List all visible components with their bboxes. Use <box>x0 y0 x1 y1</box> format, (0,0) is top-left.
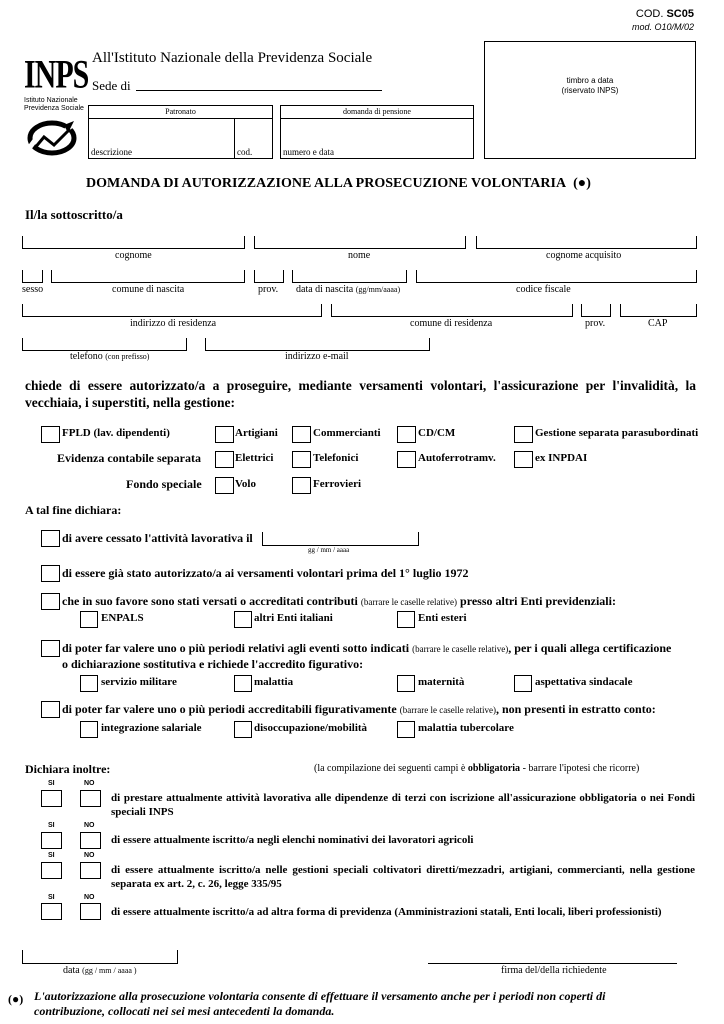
email-label: indirizzo e-mail <box>285 351 349 362</box>
accreditabili-checkbox[interactable] <box>41 701 60 718</box>
q2-no-checkbox[interactable] <box>80 832 101 849</box>
sede-field[interactable] <box>136 78 382 91</box>
request-text: chiede di essere autorizzato/a a proseguire, mediante versamenti volontari, l'assicurazione per l'invalidità, la vecchiaia, i superstiti, nella gestione: <box>25 378 696 410</box>
cessato-label: di avere cessato l'attività lavorativa il <box>62 531 253 545</box>
codice-fiscale-label: codice fiscale <box>516 284 571 295</box>
q1-si-label: SI <box>48 780 55 787</box>
parasub-label: Gestione separata parasubordinati <box>535 427 699 439</box>
q4-si-checkbox[interactable] <box>41 903 62 920</box>
tubercolare-checkbox[interactable] <box>397 721 415 738</box>
ferrovieri-checkbox[interactable] <box>292 477 311 494</box>
data-label: data (gg / mm / aaaa ) <box>63 965 137 976</box>
integrazione-label: integrazione salariale <box>101 722 202 734</box>
volo-label: Volo <box>235 478 256 490</box>
comune-nascita-field[interactable] <box>51 270 245 283</box>
parasub-checkbox[interactable] <box>514 426 533 443</box>
q3-no-label: NO <box>84 852 95 859</box>
cognome-label: cognome <box>115 250 152 261</box>
domanda-pensione-box: domanda di pensione numero e data <box>280 105 474 159</box>
elettrici-label: Elettrici <box>235 452 274 464</box>
q4-text: di essere attualmente iscritto/a ad altra forma di previdenza (Amministrazioni statali, Enti locali, liberi professionisti) <box>111 906 662 918</box>
form-model-code: mod. O10/M/02 <box>631 22 694 32</box>
versati-checkbox[interactable] <box>41 593 60 610</box>
fondo-speciale-label: Fondo speciale <box>126 477 202 491</box>
cognome-acquisito-label: cognome acquisito <box>546 250 622 261</box>
malattia-label: malattia <box>254 676 294 688</box>
inoltre-heading: Dichiara inoltre: <box>25 762 111 776</box>
autoferro-checkbox[interactable] <box>397 451 416 468</box>
telefonici-label: Telefonici <box>313 452 359 464</box>
periodi-label: di poter far valere uno o più periodi relativi agli eventi sotto indicati (barrare le caselle relative), per i quali allega certificazione <box>62 641 672 655</box>
firma-label: firma del/della richiedente <box>501 965 607 976</box>
tubercolare-label: malattia tubercolare <box>418 722 514 734</box>
disoccupazione-label: disoccupazione/mobilità <box>254 722 368 734</box>
cap-label: CAP <box>648 318 668 329</box>
telefonici-checkbox[interactable] <box>292 451 311 468</box>
prov-residenza-label: prov. <box>585 318 606 329</box>
enti-esteri-checkbox[interactable] <box>397 611 415 628</box>
integrazione-checkbox[interactable] <box>80 721 98 738</box>
numero-data-label: numero e data <box>283 147 334 157</box>
servizio-militare-checkbox[interactable] <box>80 675 98 692</box>
q4-no-checkbox[interactable] <box>80 903 101 920</box>
gia-autorizzato-label: di essere già stato autorizzato/a ai versamenti volontari prima del 1° luglio 1972 <box>62 566 469 580</box>
maternita-label: maternità <box>418 676 465 688</box>
nome-field[interactable] <box>254 236 466 249</box>
evidenza-label: Evidenza contabile separata <box>57 451 201 465</box>
cdcm-checkbox[interactable] <box>397 426 416 443</box>
disoccupazione-checkbox[interactable] <box>234 721 252 738</box>
periodi-label-2: o dichiarazione sostitutiva e richiede l'accredito figurativo: <box>62 657 364 671</box>
form-code: COD. SC05 <box>635 8 694 20</box>
altri-enti-label: altri Enti italiani <box>254 612 333 624</box>
accreditabili-label: di poter far valere uno o più periodi accreditabili figurativamente (barrare le caselle relative), non presenti in estratto conto: <box>62 702 656 716</box>
exinpdai-checkbox[interactable] <box>514 451 533 468</box>
q2-si-checkbox[interactable] <box>41 832 62 849</box>
comune-residenza-label: comune di residenza <box>410 318 493 329</box>
q3-no-checkbox[interactable] <box>80 862 101 879</box>
data-nascita-label: data di nascita (gg/mm/aaaa) <box>296 284 401 295</box>
enti-esteri-label: Enti esteri <box>418 612 467 624</box>
prov-nascita-field[interactable] <box>254 270 284 283</box>
q3-si-checkbox[interactable] <box>41 862 62 879</box>
stamp-box: timbro a data (riservato INPS) <box>484 41 696 159</box>
telefono-label: telefono (con prefisso) <box>70 351 150 362</box>
malattia-checkbox[interactable] <box>234 675 252 692</box>
volo-checkbox[interactable] <box>215 477 234 494</box>
cognome-acquisito-field[interactable] <box>476 236 697 249</box>
footer-note: L'autorizzazione alla prosecuzione volontaria consente di effettuare il versamento anche per i periodi non coperti di contribuzione, collocati nei sei mesi antecedenti la domanda. <box>34 989 606 1018</box>
cdcm-label: CD/CM <box>418 427 456 439</box>
footer-note-mark: (●) <box>8 992 24 1006</box>
sede-label: Sede di <box>92 78 131 93</box>
q1-no-checkbox[interactable] <box>80 790 101 807</box>
enpals-checkbox[interactable] <box>80 611 98 628</box>
ferrovieri-label: Ferrovieri <box>313 478 362 490</box>
q2-text: di essere attualmente iscritto/a negli elenchi nominativi dei lavoratori agricoli <box>111 834 474 846</box>
commercianti-label: Commercianti <box>313 427 381 439</box>
aspettativa-checkbox[interactable] <box>514 675 532 692</box>
cod-label: cod. <box>237 147 253 157</box>
altri-enti-checkbox[interactable] <box>234 611 252 628</box>
nome-label: nome <box>348 250 371 261</box>
fpld-label: FPLD (lav. dipendenti) <box>62 427 170 439</box>
versati-label: che in suo favore sono stati versati o accreditati contributi (barrare le caselle relative) presso altri Enti previdenziali: <box>62 594 616 608</box>
applicant-heading: Il/la sottoscritto/a <box>25 207 123 222</box>
enpals-label: ENPALS <box>101 612 144 624</box>
dichiara-heading: A tal fine dichiara: <box>25 503 122 517</box>
addressee: All'Istituto Nazionale della Previdenza Sociale <box>92 50 373 66</box>
firma-field[interactable] <box>428 950 677 964</box>
indirizzo-label: indirizzo di residenza <box>130 318 217 329</box>
q2-no-label: NO <box>84 822 95 829</box>
commercianti-checkbox[interactable] <box>292 426 311 443</box>
fpld-checkbox[interactable] <box>41 426 60 443</box>
aspettativa-label: aspettativa sindacale <box>535 676 633 688</box>
inoltre-note: (la compilazione dei seguenti campi è obbligatoria - barrare l'ipotesi che ricorre) <box>314 763 640 774</box>
data-nascita-field[interactable] <box>292 270 407 283</box>
maternita-checkbox[interactable] <box>397 675 415 692</box>
prov-nascita-label: prov. <box>258 284 279 295</box>
q1-no-label: NO <box>84 780 95 787</box>
periodi-checkbox[interactable] <box>41 640 60 657</box>
prov-residenza-field[interactable] <box>581 304 611 317</box>
q4-no-label: NO <box>84 894 95 901</box>
q2-si-label: SI <box>48 822 55 829</box>
q3-text: di essere attualmente iscritto/a nelle gestioni speciali coltivatori diretti/mezzadri, artigiani, commercianti, nella gestione separata ex art. 2, c. 26, legge 335/95 <box>111 864 695 890</box>
q1-text: di prestare attualmente attività lavorativa alle dipendenze di terzi con iscrizione all'assicurazione obbligatoria o nei Fondi speciali INPS <box>111 792 695 818</box>
sesso-label: sesso <box>22 284 44 295</box>
codice-fiscale-field[interactable] <box>416 270 697 283</box>
gia-autorizzato-checkbox[interactable] <box>41 565 60 582</box>
cessato-date-field[interactable] <box>262 532 419 546</box>
indirizzo-field[interactable] <box>22 304 322 317</box>
inps-emblem-icon <box>24 117 80 159</box>
descrizione-label: descrizione <box>91 147 132 157</box>
sesso-field[interactable] <box>22 270 43 283</box>
patronato-box: Patronato descrizione cod. <box>88 105 273 159</box>
email-field[interactable] <box>205 338 430 351</box>
q4-si-label: SI <box>48 894 55 901</box>
inps-logo: INPS Istituto Nazionale Previdenza Sociale <box>24 55 84 164</box>
artigiani-checkbox[interactable] <box>215 426 234 443</box>
form-title: DOMANDA DI AUTORIZZAZIONE ALLA PROSECUZIONE VOLONTARIA (●) <box>86 176 591 191</box>
autoferro-label: Autoferrotramv. <box>418 452 496 464</box>
artigiani-label: Artigiani <box>235 427 278 439</box>
comune-residenza-field[interactable] <box>331 304 573 317</box>
telefono-field[interactable] <box>22 338 187 351</box>
q1-si-checkbox[interactable] <box>41 790 62 807</box>
elettrici-checkbox[interactable] <box>215 451 234 468</box>
cessato-checkbox[interactable] <box>41 530 60 547</box>
exinpdai-label: ex INPDAI <box>535 452 588 464</box>
servizio-militare-label: servizio militare <box>101 676 177 688</box>
q3-si-label: SI <box>48 852 55 859</box>
cognome-field[interactable] <box>22 236 245 249</box>
data-field[interactable] <box>22 950 178 964</box>
cessato-date-format: gg / mm / aaaa <box>308 546 350 554</box>
comune-nascita-label: comune di nascita <box>112 284 185 295</box>
cap-field[interactable] <box>620 304 697 317</box>
